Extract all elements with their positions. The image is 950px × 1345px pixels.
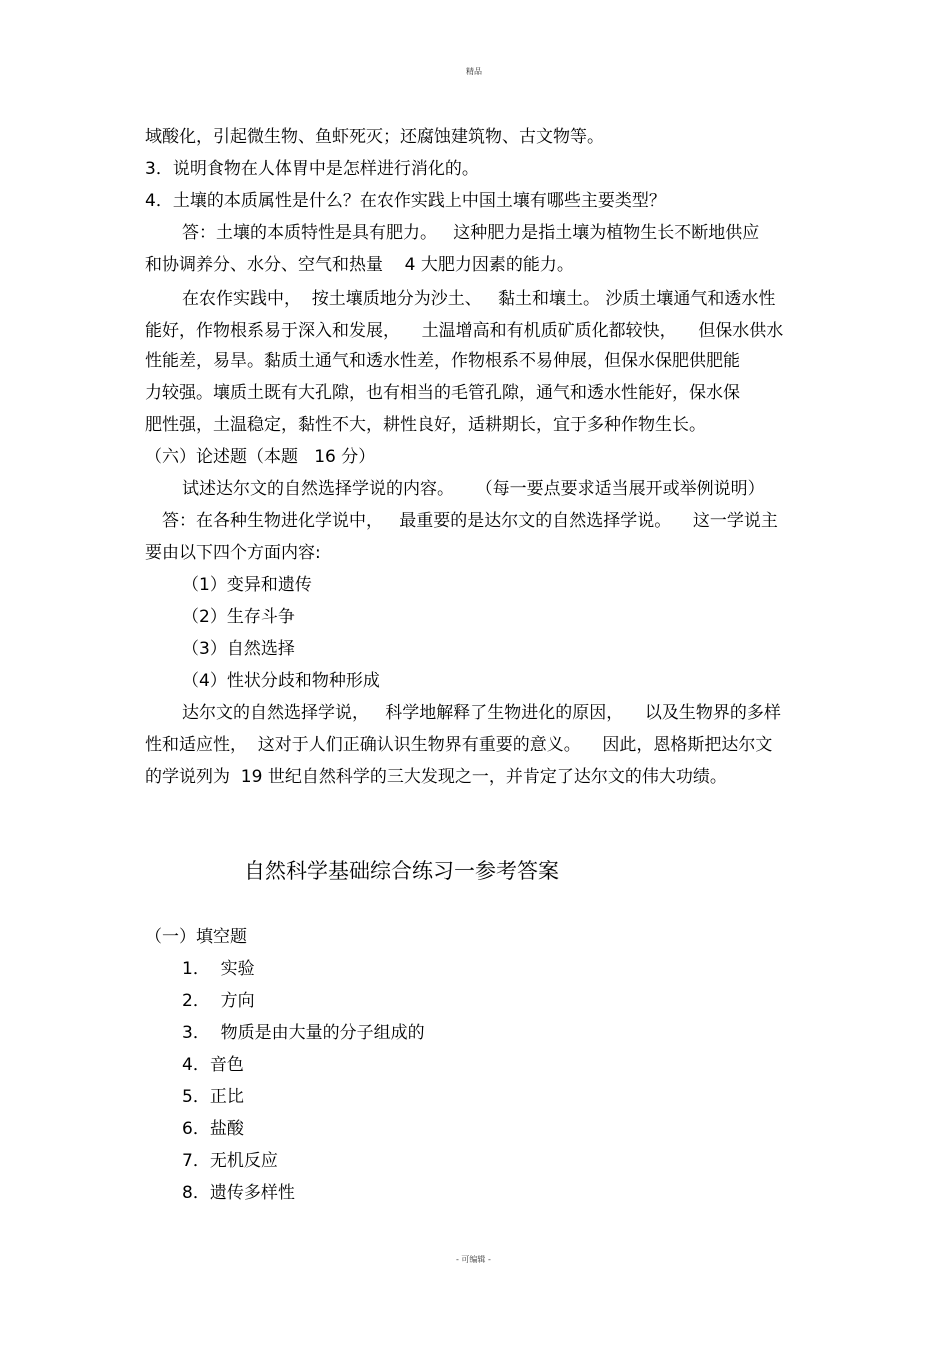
section-heading: （六）论述题（本题 16 分） bbox=[145, 447, 376, 467]
text-line: 性和适应性， 这对于人们正确认识生物界有重要的意义。 因此，恩格斯把达尔文 bbox=[145, 735, 773, 755]
answer-item: 8．遗传多样性 bbox=[182, 1183, 295, 1203]
text-line: 答：土壤的本质特性是具有肥力。 这种肥力是指土壤为植物生长不断地供应 bbox=[182, 223, 760, 243]
answer-item: 7．无机反应 bbox=[182, 1151, 278, 1171]
list-item: （1）变异和遗传 bbox=[182, 575, 312, 595]
question-line: 4．土壤的本质属性是什么？在农作实践上中国土壤有哪些主要类型？ bbox=[145, 191, 666, 211]
text-line: 试述达尔文的自然选择学说的内容。 （每一要点要求适当展开或举例说明） bbox=[182, 479, 765, 499]
page-footer: - 可编辑 - bbox=[456, 1255, 491, 1264]
part-heading: （一）填空题 bbox=[145, 927, 247, 947]
text-line: 在农作实践中， 按土壤质地分为沙土、 黏土和壤土。 沙质土壤通气和透水性 bbox=[182, 289, 776, 309]
answer-item: 6．盐酸 bbox=[182, 1119, 244, 1139]
text-line: 和协调养分、水分、空气和热量 4 大肥力因素的能力。 bbox=[145, 255, 574, 275]
list-item: （4）性状分歧和物种形成 bbox=[182, 671, 380, 691]
section-title: 自然科学基础综合练习一参考答案 bbox=[244, 859, 559, 883]
text-line: 要由以下四个方面内容: bbox=[145, 543, 321, 563]
answer-item: 3． 物质是由大量的分子组成的 bbox=[182, 1023, 425, 1043]
answer-item: 2． 方向 bbox=[182, 991, 255, 1011]
text-line: 答：在各种生物进化学说中， 最重要的是达尔文的自然选择学说。 这一学说主 bbox=[162, 511, 778, 531]
question-line: 3．说明食物在人体胃中是怎样进行消化的。 bbox=[145, 159, 479, 179]
text-line: 域酸化，引起微生物、鱼虾死灭；还腐蚀建筑物、古文物等。 bbox=[145, 127, 604, 147]
page-header: 精品 bbox=[466, 67, 482, 76]
text-line: 性能差，易旱。黏质土通气和透水性差，作物根系不易伸展，但保水保肥供肥能 bbox=[145, 351, 740, 371]
answer-item: 1． 实验 bbox=[182, 959, 255, 979]
answer-item: 5．正比 bbox=[182, 1087, 244, 1107]
text-line: 的学说列为 19 世纪自然科学的三大发现之一，并肯定了达尔文的伟大功绩。 bbox=[145, 767, 727, 787]
text-line: 能好，作物根系易于深入和发展， 土温增高和有机质矿质化都较快， 但保水供水 bbox=[145, 321, 784, 341]
text-line: 肥性强，土温稳定，黏性不大，耕性良好，适耕期长，宜于多种作物生长。 bbox=[145, 415, 706, 435]
list-item: （2）生存斗争 bbox=[182, 607, 295, 627]
text-line: 达尔文的自然选择学说， 科学地解释了生物进化的原因， 以及生物界的多样 bbox=[182, 703, 781, 723]
answer-item: 4．音色 bbox=[182, 1055, 244, 1075]
list-item: （3）自然选择 bbox=[182, 639, 295, 659]
text-line: 力较强。壤质土既有大孔隙，也有相当的毛管孔隙，通气和透水性能好，保水保 bbox=[145, 383, 740, 403]
